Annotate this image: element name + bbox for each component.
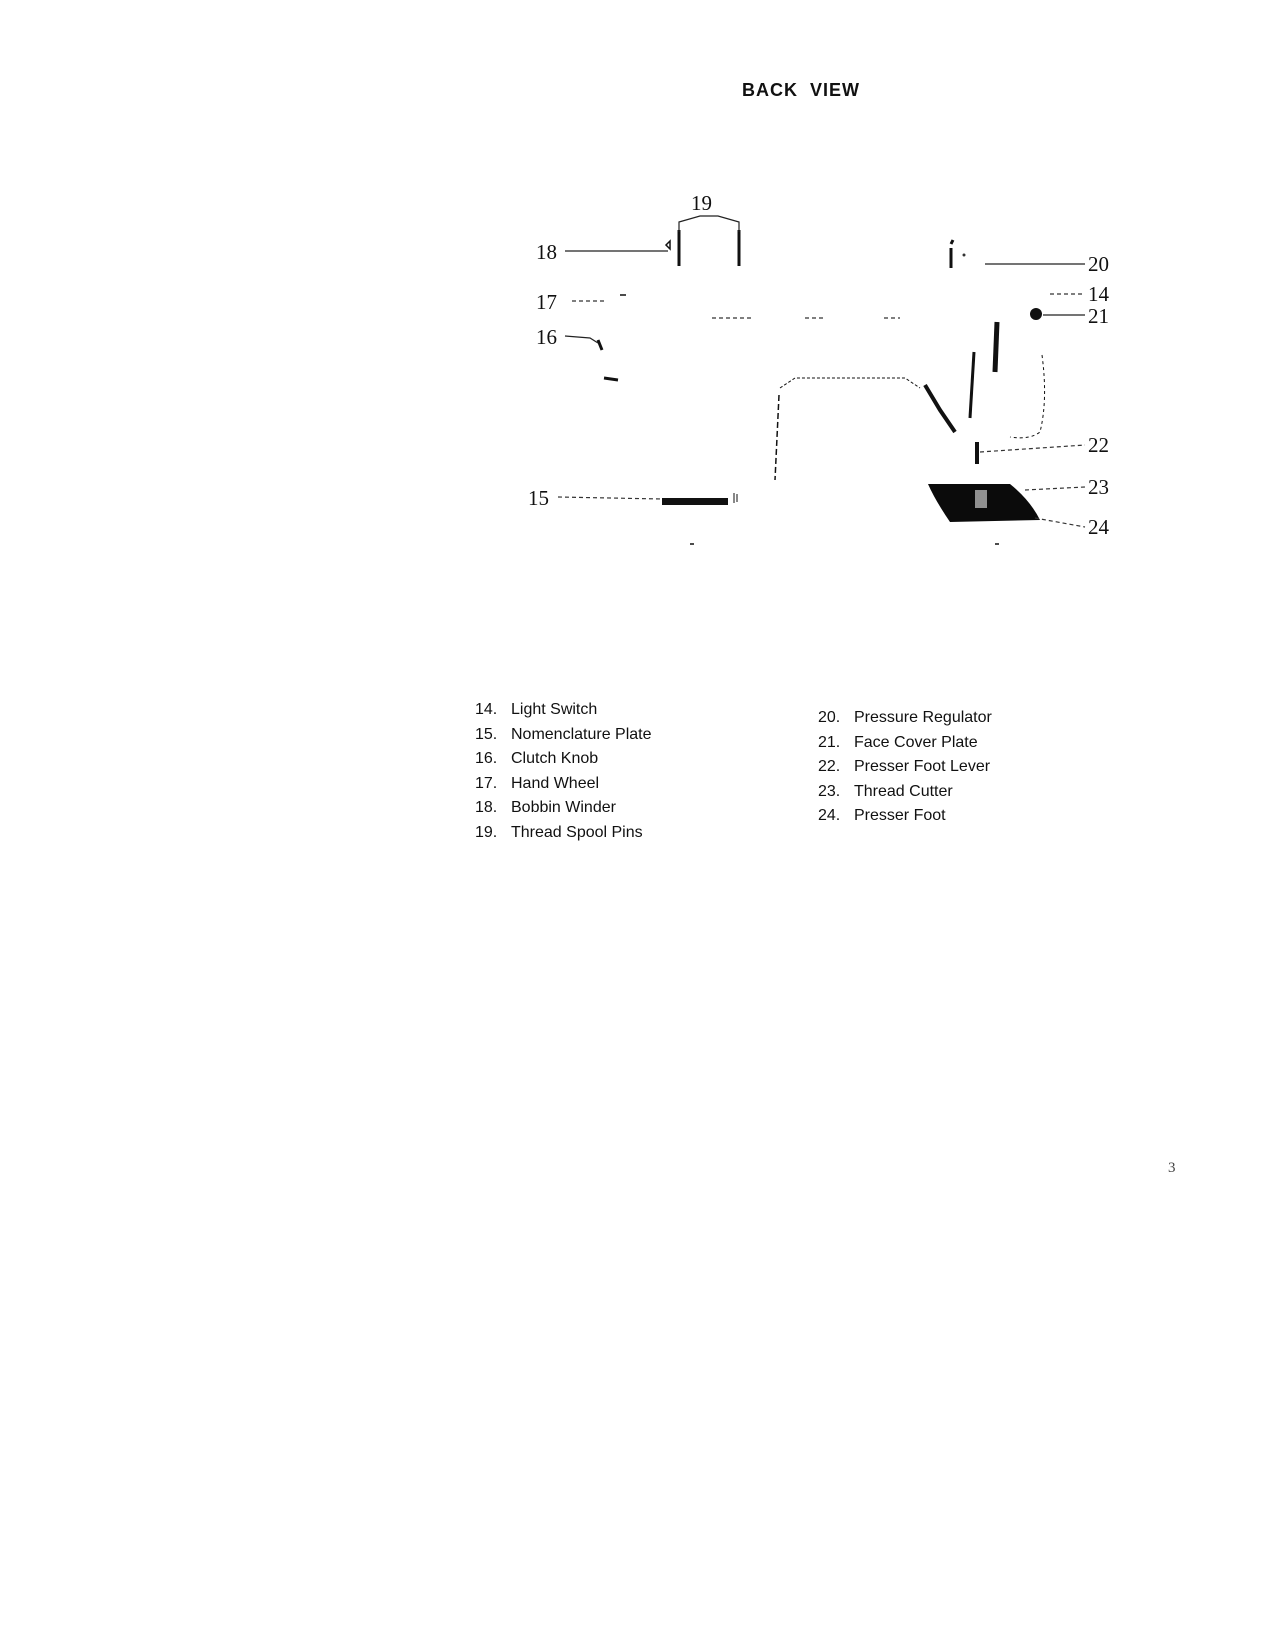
callout-15: 15 [528, 486, 549, 510]
pressure-regulator-mark [951, 240, 953, 268]
face-cover-screw [1030, 308, 1042, 320]
legend-item [818, 804, 992, 829]
callout-20: 20 [1088, 252, 1109, 276]
legend-number: 23. [818, 782, 841, 800]
legend-item [818, 706, 992, 731]
legend-item [475, 772, 652, 797]
callout-23: 23 [1088, 475, 1109, 499]
legend-number: 21. [818, 733, 841, 751]
pressure-regulator-dot [963, 254, 966, 257]
bobbin-winder-mark [666, 241, 670, 249]
legend-label: Presser Foot [854, 807, 946, 824]
legend-label: Bobbin Winder [511, 799, 616, 816]
nomenclature-plate-mark [734, 493, 737, 503]
legend-item [475, 698, 652, 723]
machine-sketch [598, 216, 1045, 544]
legend-right [818, 706, 992, 829]
pillar-edge [775, 395, 779, 480]
legend-label: Hand Wheel [511, 774, 600, 792]
legend-label: Presser Foot Lever [854, 758, 991, 775]
leader-23 [1025, 487, 1085, 490]
needle-bar-shadow [970, 352, 974, 418]
page-number: 3 [1168, 1160, 1176, 1176]
callout-24: 24 [1088, 515, 1109, 539]
head-edge [925, 385, 955, 432]
callout-14: 14 [1088, 282, 1109, 306]
legend-label: Thread Spool Pins [511, 823, 643, 841]
legend-label: Thread Cutter [854, 782, 953, 800]
legend-item [818, 780, 992, 805]
legend-number: 18. [475, 799, 498, 816]
leader-16 [565, 336, 598, 343]
callout-numbers [528, 191, 1110, 539]
callout-21: 21 [1088, 304, 1109, 328]
legend-item [475, 796, 652, 821]
spool-pins-bracket [679, 216, 739, 232]
leader-15 [558, 497, 662, 499]
callout-16: 16 [536, 325, 557, 349]
legend-label: Pressure Regulator [854, 709, 992, 726]
leader-22 [980, 445, 1085, 452]
legend-item [818, 731, 992, 756]
legend-label: Light Switch [511, 701, 598, 718]
page-title: BACK VIEW [742, 80, 860, 100]
callout-22: 22 [1088, 433, 1109, 457]
legend-number: 20. [818, 709, 841, 726]
clutch-knob-mark [598, 340, 618, 380]
legend-item [475, 723, 652, 748]
callout-18: 18 [536, 240, 557, 264]
head-side-edge [995, 322, 997, 372]
legend-label: Nomenclature Plate [511, 725, 652, 743]
leader-24 [1035, 518, 1085, 527]
presser-foot-highlight [975, 490, 987, 508]
legend-item [818, 755, 992, 780]
legend-number: 22. [818, 758, 841, 775]
callout-17: 17 [536, 290, 557, 314]
legend-number: 14. [475, 701, 498, 718]
legend-label: Clutch Knob [511, 750, 599, 767]
legend-item [475, 821, 652, 846]
legend-number: 15. [475, 725, 498, 743]
nomenclature-plate [662, 498, 728, 505]
legend-left [475, 698, 652, 845]
legend-label: Face Cover Plate [854, 733, 978, 751]
arm-underside [780, 378, 920, 388]
legend-number: 16. [475, 750, 498, 767]
legend-number: 17. [475, 774, 498, 792]
legend-number: 24. [818, 807, 841, 824]
legend-number: 19. [475, 823, 498, 841]
face-cover-outline [1010, 355, 1045, 438]
legend-item [475, 747, 652, 772]
callout-19: 19 [691, 191, 712, 215]
